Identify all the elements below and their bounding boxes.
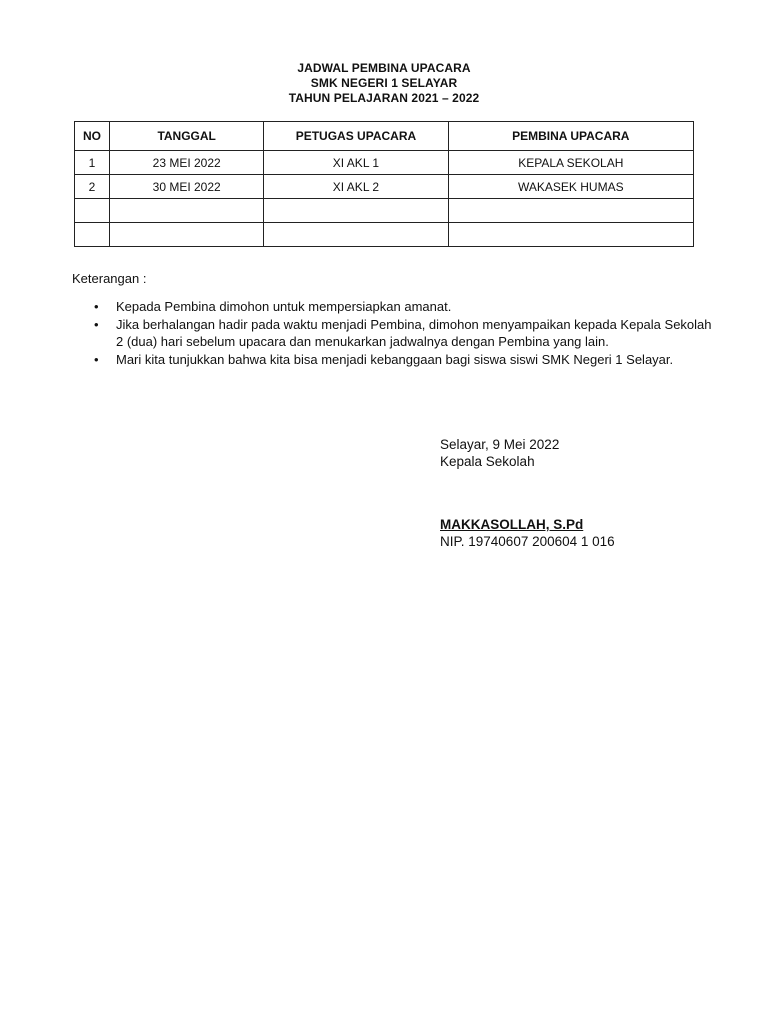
- cell-no: [75, 223, 110, 247]
- cell-officer: [264, 223, 448, 247]
- column-header-no: NO: [75, 122, 110, 151]
- cell-no: 2: [75, 175, 110, 199]
- column-header-coach: PEMBINA UPACARA: [448, 122, 693, 151]
- signature-position: Kepala Sekolah: [440, 454, 535, 469]
- notes-title: Keterangan :: [72, 271, 147, 286]
- note-text: Mari kita tunjukkan bahwa kita bisa menjadi kebanggaan bagi siswa siswi SMK Negeri 1 Selayar.: [116, 351, 674, 367]
- cell-officer: XI AKL 1: [264, 151, 448, 175]
- bullet-icon: •: [94, 299, 99, 314]
- table-header-row: [75, 122, 694, 151]
- header-title: JADWAL PEMBINA UPACARA: [297, 61, 471, 75]
- bullet-icon: •: [94, 351, 99, 367]
- signatory-name: MAKKASOLLAH, S.Pd: [440, 517, 584, 532]
- cell-date: 23 MEI 2022: [110, 151, 264, 175]
- cell-coach: [448, 223, 693, 247]
- note-text: Jika berhalangan hadir pada waktu menjadi Pembina, dimohon menyampaikan kepada Kepala Sekolah 2 (dua) hari sebelum upacara dan menukarkan jadwalnya dengan Pembina yang lain.: [116, 316, 712, 349]
- cell-date: [110, 199, 264, 223]
- list-item: [72, 298, 712, 316]
- notes-list: [72, 298, 712, 368]
- list-item: [72, 351, 712, 369]
- signature-block: [440, 436, 615, 550]
- list-item: [72, 316, 712, 351]
- table-row: [75, 151, 694, 175]
- cell-officer: XI AKL 2: [264, 175, 448, 199]
- column-header-date: TANGGAL: [110, 122, 264, 151]
- table-row-empty: [75, 223, 694, 247]
- signatory-nip: NIP. 19740607 200604 1 016: [440, 534, 615, 549]
- header-school: SMK NEGERI 1 SELAYAR: [310, 76, 458, 90]
- document-header: [0, 61, 768, 106]
- header-academic-year: TAHUN PELAJARAN 2021 – 2022: [288, 91, 480, 105]
- cell-coach: WAKASEK HUMAS: [448, 175, 693, 199]
- cell-date: 30 MEI 2022: [110, 175, 264, 199]
- table-row: [75, 175, 694, 199]
- schedule-table: [74, 121, 694, 247]
- table-row-empty: [75, 199, 694, 223]
- note-text: Kepada Pembina dimohon untuk mempersiapkan amanat.: [116, 299, 452, 314]
- bullet-icon: •: [94, 316, 99, 332]
- column-header-officer: PETUGAS UPACARA: [264, 122, 448, 151]
- cell-coach: [448, 199, 693, 223]
- cell-coach: KEPALA SEKOLAH: [448, 151, 693, 175]
- signature-place-date: Selayar, 9 Mei 2022: [440, 437, 560, 452]
- cell-date: [110, 223, 264, 247]
- cell-no: [75, 199, 110, 223]
- cell-officer: [264, 199, 448, 223]
- cell-no: 1: [75, 151, 110, 175]
